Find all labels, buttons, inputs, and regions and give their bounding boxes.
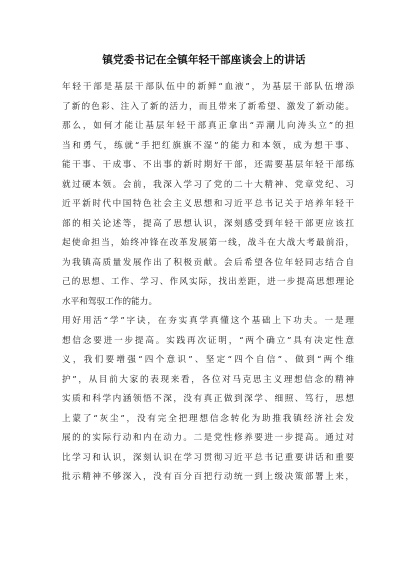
text-line: 近平新时代中国特色社会主义思想和习近平总书记关于培养年轻干 [62, 199, 354, 209]
text-line: 水平和驾驭工作的能力。 [62, 296, 158, 307]
text-line: 想信念要进一步提高。实践再次证明，“两个确立”具有决定性意 [62, 335, 354, 346]
document-body [62, 78, 354, 488]
text-line: 起使命担当，始终冲锋在改革发展第一线，战斗在大战大考最前沿， [62, 238, 354, 248]
text-line: 用好用活“学”字诀，在夯实真学真懂这个基础上下功夫。一是理 [62, 316, 354, 326]
paragraph [62, 78, 354, 312]
text-line: 护”，从目前大家的表现来看，各位对马克思主义理想信念的精神 [62, 374, 354, 385]
document-title: 镇党委书记在全镇年轻干部座谈会上的讲话 [102, 54, 306, 66]
text-line: 展的的实际行动和内在动力。二是党性修养要进一步提高。通过对 [62, 433, 354, 443]
text-line: 年轻干部是基层干部队伍中的新鲜“血液”，为基层干部队伍增添 [62, 82, 354, 92]
text-line: 就过硬本领。会前，我深入学习了党的二十大精神、党章党纪、习 [62, 179, 354, 190]
text-line: 实质和科学内涵领悟不深，没有真正做到深学、细照、笃行，思想 [62, 394, 354, 404]
text-line: 比学习和认识，深刻认识在学习贯彻习近平总书记重要讲话和重要 [62, 452, 354, 463]
text-line: 义，我们要增强“四个意识”、坚定“四个自信”、做到“两个维 [62, 355, 354, 365]
text-line: 上蒙了“灰尘”，没有完全把理想信念转化为助推我镇经济社会发 [62, 413, 354, 424]
text-line: 批示精神不够深入，没有百分百把行动统一到上级决策部署上来， [62, 472, 354, 482]
text-line: 当和勇气，练就“手把红旗旗不湿”的能力和本领，成为想干事、 [62, 140, 354, 151]
text-line: 了新的色彩、注入了新的活力，而且带来了新希望、激发了新动能。 [62, 101, 354, 112]
text-line: 己的思想、工作、学习、作风实际，找出差距，进一步提高思想理论 [62, 277, 354, 287]
text-line: 为我镇高质量发展作出了积极贡献。会后希望各位年轻同志结合自 [62, 257, 354, 268]
paragraph [62, 312, 354, 488]
text-line: 部的相关论述等，提高了思想认识，深刻感受到年轻干部更应该扛 [62, 218, 354, 229]
text-line: 能干事、干成事、不出事的新时期好干部，还需要基层年轻干部练 [62, 160, 354, 170]
text-line: 那么，如何才能让基层年轻干部真正拿出“弄潮儿向涛头立”的担 [62, 121, 354, 131]
